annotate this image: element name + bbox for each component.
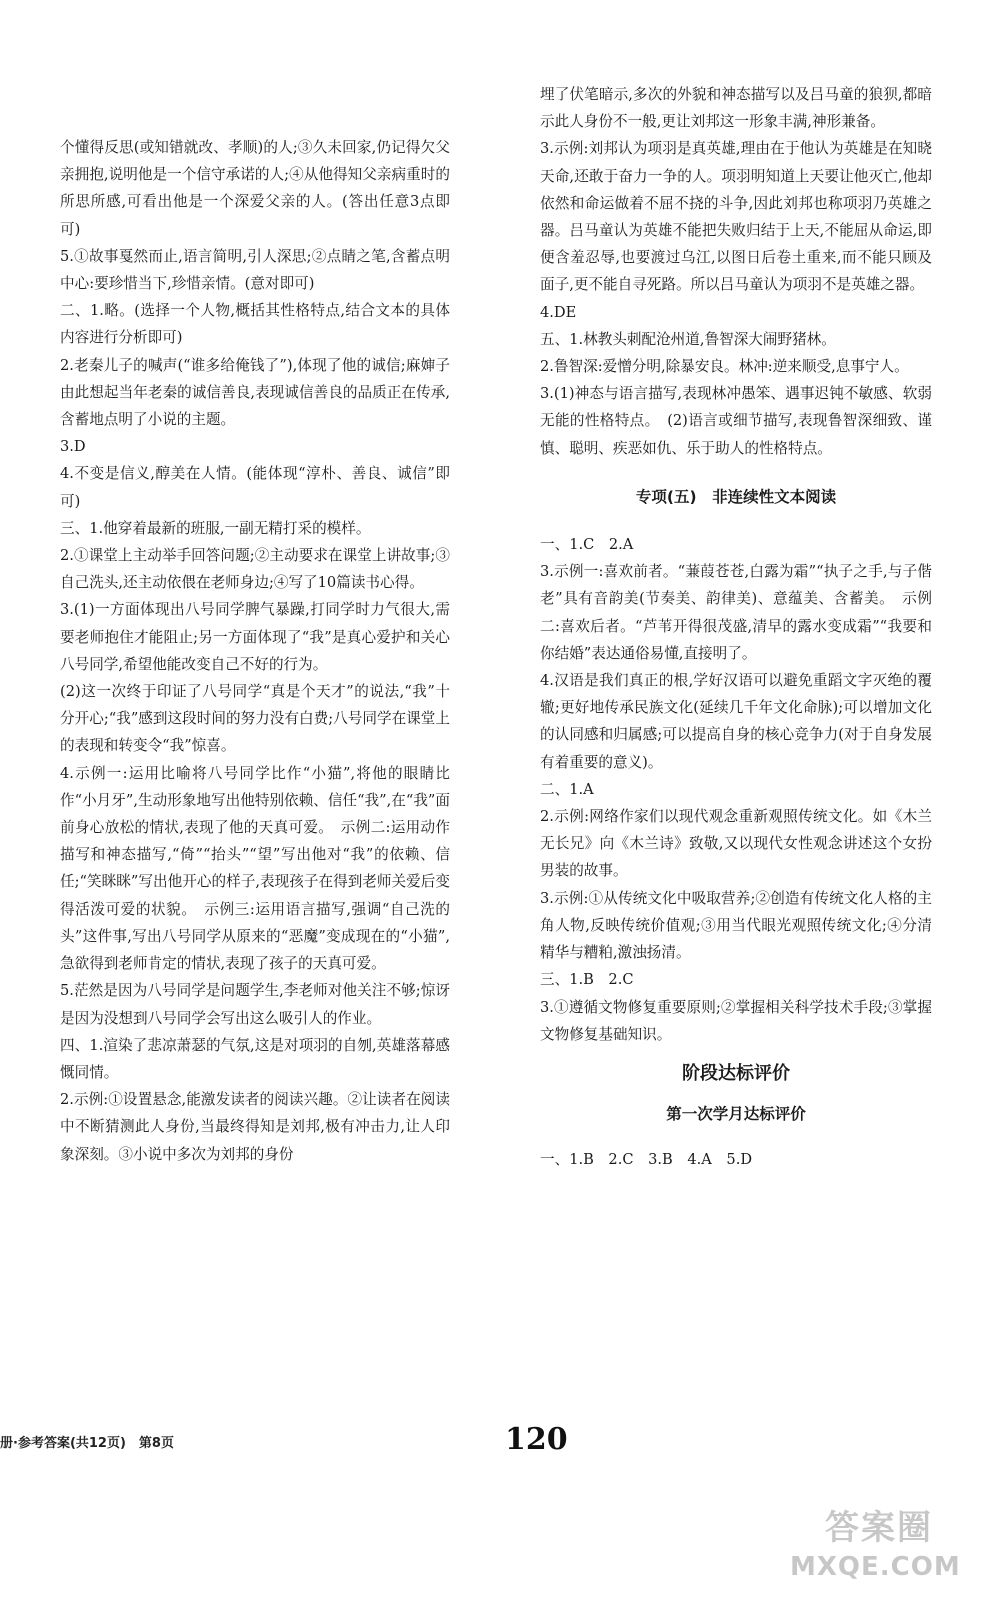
answer-paragraph: 5.茫然是因为八号同学是问题学生,李老师对他关注不够;惊讶是因为没想到八号同学会写出这么吸引人的作业。 <box>60 982 450 1027</box>
answer-paragraph: 2.老秦儿子的喊声(“谁多给俺钱了”),体现了他的诚信;麻婶子由此想起当年老秦的诚信善良,表现诚信善良的品质正在传承,含蓄地点明了小说的主题。 <box>60 356 450 429</box>
answer-paragraph: 3.D <box>60 438 86 456</box>
answer-paragraph: 三、1.B 2.C <box>540 971 634 989</box>
subsection-title: 第一次学月达标评价 <box>666 1105 806 1124</box>
answer-paragraph: 4.不变是信义,醇美在人情。(能体现“淳朴、善良、诚信”即可) <box>60 465 450 510</box>
answer-paragraph: 4.示例一:运用比喻将八号同学比作“小猫”,将他的眼睛比作“小月牙”,生动形象地写出他特别依赖、信任“我”,在“我”面前身心放松的情状,表现了他的天真可爱。 示例二:运用动作描写和神态描写,“倚”“抬头”“望”写出他对“我”的依赖、信任;“笑眯眯”写出他开心的样子,表现孩子在得到老师关爱后变得活泼可爱的状貌。 示例三:运用语言描写,强调“自己洗的头”这件事,写出八号同学从原来的“恶魔”变成现在的“小猫”,急欲得到老师肯定的情状,表现了孩子的天真可爱。 <box>60 764 450 973</box>
answer-paragraph: 2.示例:①设置悬念,能激发读者的阅读兴趣。②让读者在阅读中不断猜测此人身份,当最终得知是刘邦,极有冲击力,让人印象深刻。③小说中多次为刘邦的身份 <box>60 1091 450 1163</box>
answer-paragraph: 一、1.B 2.C 3.B 4.A 5.D <box>540 1151 753 1169</box>
answer-paragraph: 四、1.渲染了悲凉萧瑟的气氛,这是对项羽的自刎,英雄落幕感慨同情。 <box>60 1036 450 1081</box>
watermark-logo-text: 答案圈 <box>825 1508 933 1548</box>
section-title: 专项(五) 非连续性文本阅读 <box>635 487 837 506</box>
answer-paragraph: 二、1.A <box>540 780 594 798</box>
left-column <box>60 134 450 1168</box>
watermark-url: MXQE.COM <box>790 1552 961 1582</box>
answer-paragraph: 二、1.略。(选择一个人物,概括其性格特点,结合文本的具体内容进行分析即可) <box>60 302 450 347</box>
answer-paragraph: 2.示例:网络作家们以现代观念重新观照传统文化。如《木兰无长兄》向《木兰诗》致敬,又以现代女性观念讲述这个女扮男装的故事。 <box>540 808 932 880</box>
answer-paragraph: 埋了伏笔暗示,多次的外貌和神态描写以及吕马童的狼狈,都暗示此人身份不一般,更让刘邦这一形象丰满,神形兼备。 <box>540 86 932 131</box>
answer-paragraph: 五、1.林教头刺配沧州道,鲁智深大闹野猪林。 <box>540 330 836 348</box>
footer-page-info: 册·参考答案(共12页) 第8页 <box>0 1436 174 1451</box>
chapter-title: 阶段达标评价 <box>682 1062 790 1084</box>
answer-paragraph: 3.示例一:喜欢前者。“蒹葭苍苍,白露为霜”“执子之手,与子偕老”具有音韵美(节奏美、韵律美)、意蕴美、含蓄美。 示例二:喜欢后者。“芦苇开得很茂盛,清早的露水变成霜”“我要和你结婚”表达通俗易懂,直接明了。 <box>540 563 932 662</box>
answer-paragraph: 三、1.他穿着最新的班服,一副无精打采的模样。 <box>60 519 371 537</box>
answer-paragraph: 5.①故事戛然而止,语言简明,引人深思;②点睛之笔,含蓄点明中心:要珍惜当下,珍惜亲情。(意对即可) <box>60 247 450 293</box>
answer-paragraph: 2.①课堂上主动举手回答问题;②主动要求在课堂上讲故事;③自己洗头,还主动依偎在老师身边;④写了10篇读书心得。 <box>60 547 450 592</box>
answer-paragraph: 个懂得反思(或知错就改、孝顺)的人;③久未回家,仍记得欠父亲拥抱,说明他是一个信守承诺的人;④从他得知父亲病重时的所思所感,可看出他是一个深爱父亲的人。(答出任意3点即可) <box>60 139 450 238</box>
answer-paragraph: 3.(1)一方面体现出八号同学脾气暴躁,打同学时力气很大,需要老师抱住才能阻止;另一方面体现了“我”是真心爱护和关心八号同学,希望他能改变自己不好的行为。 <box>60 601 450 673</box>
answer-paragraph: 3.示例:①从传统文化中吸取营养;②创造有传统文化人格的主角人物,反映传统价值观;③用当代眼光观照传统文化;④分清精华与糟粕,激浊扬清。 <box>540 889 932 962</box>
answer-paragraph: 3.①遵循文物修复重要原则;②掌握相关科学技术手段;③掌握文物修复基础知识。 <box>540 998 932 1043</box>
answer-paragraph: 3.(1)神态与语言描写,表现林冲愚笨、遇事迟钝不敏感、软弱无能的性格特点。 (2)语言或细节描写,表现鲁智深细致、谨慎、聪明、疾恶如仇、乐于助人的性格特点。 <box>540 385 932 457</box>
answer-paragraph: 2.鲁智深:爱憎分明,除暴安良。林冲:逆来顺受,息事宁人。 <box>540 358 909 376</box>
answer-paragraph: 3.示例:刘邦认为项羽是真英雄,理由在于他认为英雄是在知晓天命,还敢于奋力一争的人。项羽明知道上天要让他灭亡,他却依然和命运做着不屈不挠的斗争,因此刘邦也称项羽乃英雄之器。吕马童认为英雄不能把失败归结于上天,不能屈从命运,即便含羞忍辱,也要渡过乌江,以图日后卷土重来,而不能只顾及面子,更不能自寻死路。所以吕马童认为项羽不是英雄之器。 <box>540 140 932 294</box>
page-number: 120 <box>505 1422 568 1457</box>
right-column <box>540 81 932 1174</box>
answer-paragraph: 4.汉语是我们真正的根,学好汉语可以避免重蹈文字灭绝的覆辙;更好地传承民族文化(延续几千年文化命脉);可以增加文化的认同感和归属感;可以提高自身的核心竞争力(对于自身发展有着重要的意义)。 <box>540 672 932 771</box>
watermark-logo <box>790 1500 975 1590</box>
answer-paragraph: 4.DE <box>540 303 577 321</box>
answer-paragraph: (2)这一次终于印证了八号同学“真是个天才”的说法,“我”十分开心;“我”感到这段时间的努力没有白费;八号同学在课堂上的表现和转变令“我”惊喜。 <box>60 683 450 755</box>
answer-paragraph: 一、1.C 2.A <box>540 536 634 554</box>
